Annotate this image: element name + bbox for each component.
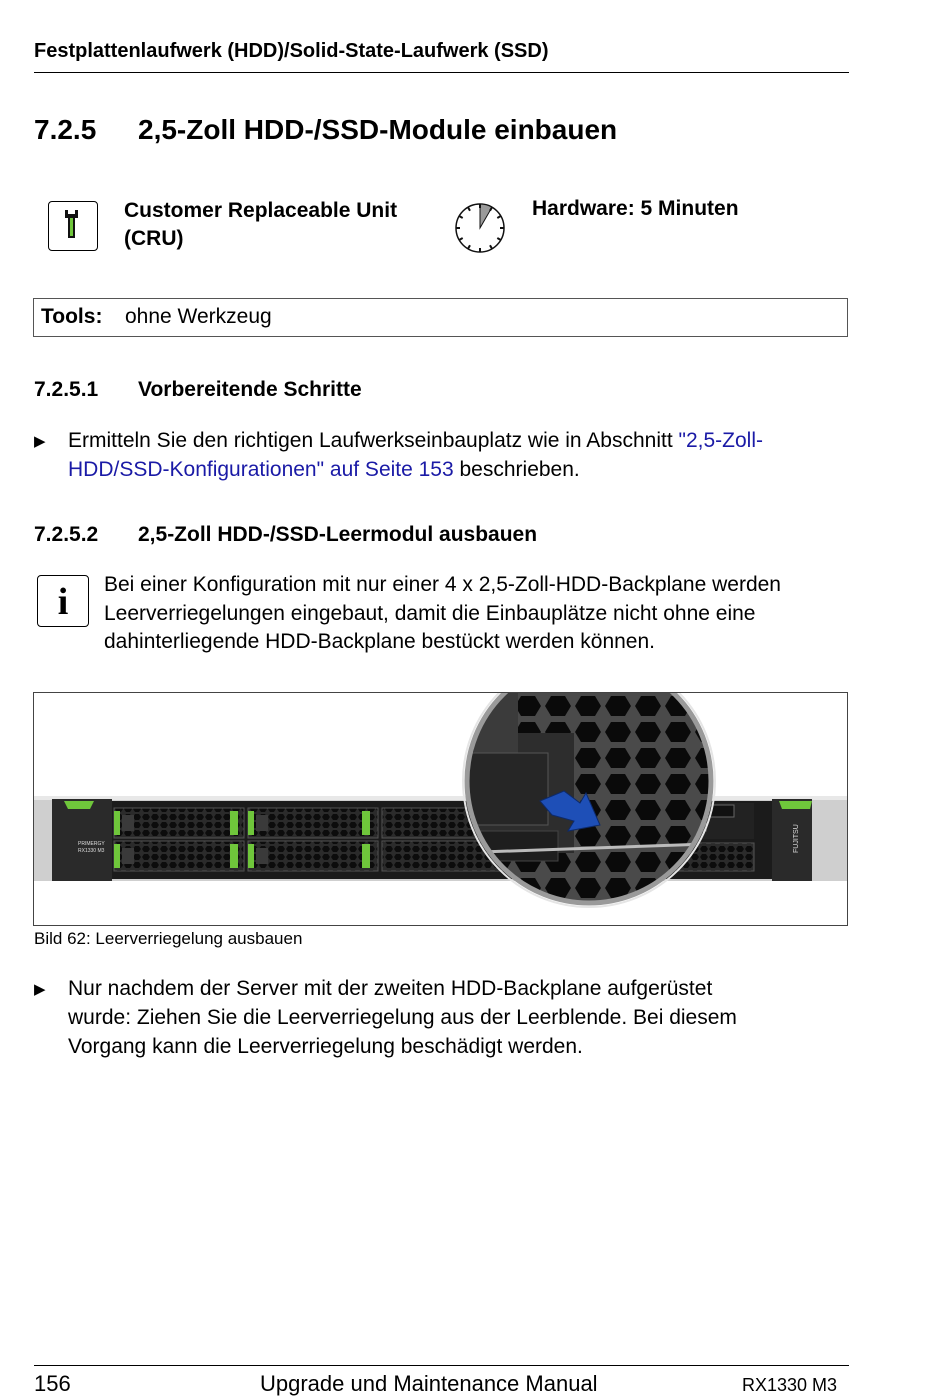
svg-text:PRIMERGY: PRIMERGY xyxy=(78,841,105,847)
footer-rule xyxy=(34,1365,849,1366)
model-name: RX1330 M3 xyxy=(742,1375,838,1395)
wrench-icon xyxy=(48,201,98,251)
manual-title: Upgrade und Maintenance Manual xyxy=(260,1371,598,1396)
cru-label: Customer Replaceable Unit (CRU) xyxy=(124,199,398,250)
server-front-figure xyxy=(33,692,848,926)
svg-text:FUJITSU: FUJITSU xyxy=(793,824,800,853)
page-number: 156 xyxy=(34,1371,71,1396)
tools-value: ohne Werkzeug xyxy=(125,305,272,328)
tools-label: Tools: xyxy=(41,305,103,328)
running-head: Festplattenlaufwerk (HDD)/Solid-State-Laufwerk (SSD) xyxy=(34,40,549,62)
section-title: 2,5-Zoll HDD-/SSD-Module einbauen xyxy=(138,114,618,145)
info-note: Bei einer Konfiguration mit nur einer 4 x 2,5-Zoll-HDD-Backplane werden Leerverriegelungen eingebaut, damit die Einbauplätze nicht ohne eine dahinterliegende HDD-Backplane bestückt werden können. xyxy=(104,573,781,653)
header-rule xyxy=(34,72,849,73)
subsection-title-2: 2,5-Zoll HDD-/SSD-Leermodul ausbauen xyxy=(138,523,538,546)
bullet-arrow-icon: ▶ xyxy=(34,981,46,998)
figure-caption: Bild 62: Leerverriegelung ausbauen xyxy=(34,929,303,948)
section-number: 7.2.5 xyxy=(34,114,97,145)
hardware-time: Hardware: 5 Minuten xyxy=(532,197,739,220)
subsection-number-1: 7.2.5.1 xyxy=(34,378,99,401)
step-locate-bay: Ermitteln Sie den richtigen Laufwerkseinbauplatz wie in Abschnitt "2,5-Zoll- HDD/SSD-Konfigurationen" auf Seite 153 beschrieben. xyxy=(68,429,763,481)
svg-text:RX1330 M3: RX1330 M3 xyxy=(78,848,105,854)
bullet-arrow-icon: ▶ xyxy=(34,433,46,450)
config-link[interactable]: "2,5-Zoll- HDD/SSD-Konfigurationen" auf Seite 153 xyxy=(68,429,763,481)
clock-icon xyxy=(452,199,508,255)
info-icon: i xyxy=(37,575,89,627)
step-remove-lock: Nur nachdem der Server mit der zweiten HDD-Backplane aufgerüstet wurde: Ziehen Sie die Leerverriegelung aus der Leerblende. Bei diesem Vorgang kann die Leerverriegelung beschädigt werden. xyxy=(68,977,737,1058)
subsection-number-2: 7.2.5.2 xyxy=(34,523,99,546)
subsection-title-1: Vorbereitende Schritte xyxy=(138,378,362,401)
